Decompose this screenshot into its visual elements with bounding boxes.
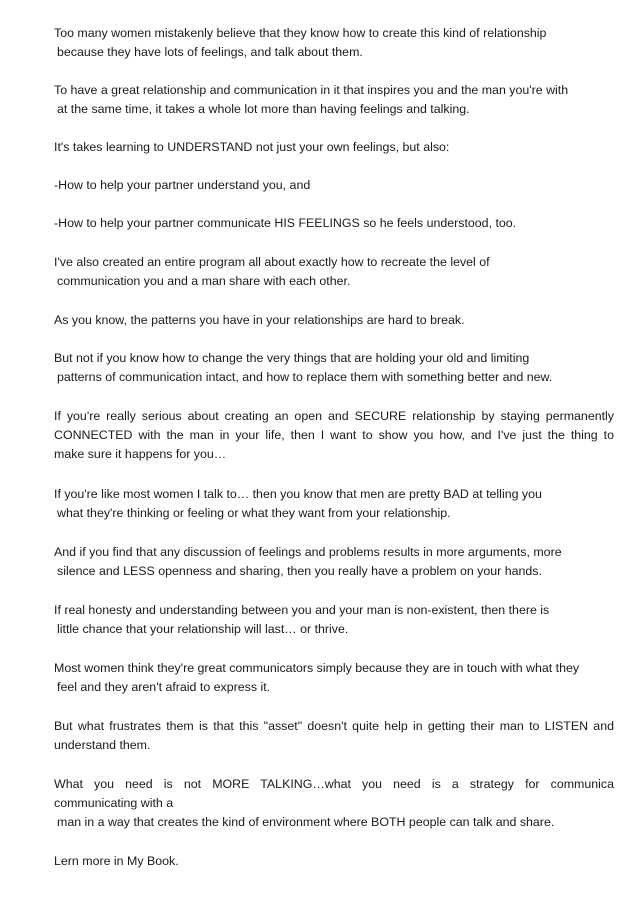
paragraph-4-line-1: -How to help your partner understand you, and xyxy=(54,178,311,192)
paragraph-8-line-2: patterns of communication intact, and how to replace them with something better and new. xyxy=(57,370,553,384)
paragraph-15-line-1: What you need is not MORE TALKING…what you need is a strategy for communica xyxy=(54,777,614,791)
paragraph-16-line-1: Lern more in My Book. xyxy=(54,854,179,868)
paragraph-1-line-2: because they have lots of feelings, and talk about them. xyxy=(57,45,363,59)
paragraph-15-line-3: man in a way that creates the kind of environment where BOTH people can talk and share. xyxy=(57,815,555,829)
paragraph-10-line-1: If you're like most women I talk to… then you know that men are pretty BAD at telling you xyxy=(54,487,542,501)
paragraph-15-line-2: communicating with a xyxy=(54,796,174,810)
paragraph-12-line-1: If real honesty and understanding between you and your man is non-existent, then there is xyxy=(54,603,550,617)
paragraph-8-line-1: But not if you know how to change the very things that are holding your old and limiting xyxy=(54,351,530,365)
paragraph-9-line-2: CONNECTED with the man in your life, then I want to show you how, and I've just the thing to xyxy=(54,428,614,442)
paragraph-7-line-1: As you know, the patterns you have in your relationships are hard to break. xyxy=(54,313,465,327)
paragraph-2-line-2: at the same time, it takes a whole lot more than having feelings and talking. xyxy=(57,102,470,116)
paragraph-2-line-1: To have a great relationship and communication in it that inspires you and the man you're with xyxy=(54,83,569,97)
paragraph-14-line-1: But what frustrates them is that this "asset" doesn't quite help in getting their man to LISTEN and xyxy=(54,719,614,733)
paragraph-9-line-3: make sure it happens for you… xyxy=(54,447,227,461)
paragraph-14-line-2: understand them. xyxy=(54,738,151,752)
paragraph-11-line-1: And if you find that any discussion of feelings and problems results in more arguments, more xyxy=(54,545,562,559)
paragraph-9-line-1: If you're really serious about creating an open and SECURE relationship by staying permanently xyxy=(54,409,614,423)
paragraph-5-line-1: -How to help your partner communicate HIS FEELINGS so he feels understood, too. xyxy=(54,216,517,230)
paragraph-3-line-1: It's takes learning to UNDERSTAND not just your own feelings, but also: xyxy=(54,140,450,154)
paragraph-11-line-2: silence and LESS openness and sharing, then you really have a problem on your hands. xyxy=(57,564,542,578)
paragraph-13-line-2: feel and they aren't afraid to express it. xyxy=(57,680,271,694)
paragraph-6-line-1: I've also created an entire program all about exactly how to recreate the level of xyxy=(54,255,490,269)
paragraph-13-line-1: Most women think they're great communicators simply because they are in touch with what they xyxy=(54,661,580,675)
paragraph-6-line-2: communication you and a man share with each other. xyxy=(57,274,351,288)
paragraph-1-line-1: Too many women mistakenly believe that they know how to create this kind of relationship xyxy=(54,26,547,40)
paragraph-12-line-2: little chance that your relationship will last… or thrive. xyxy=(57,622,349,636)
paragraph-10-line-2: what they're thinking or feeling or what they want from your relationship. xyxy=(57,506,451,520)
